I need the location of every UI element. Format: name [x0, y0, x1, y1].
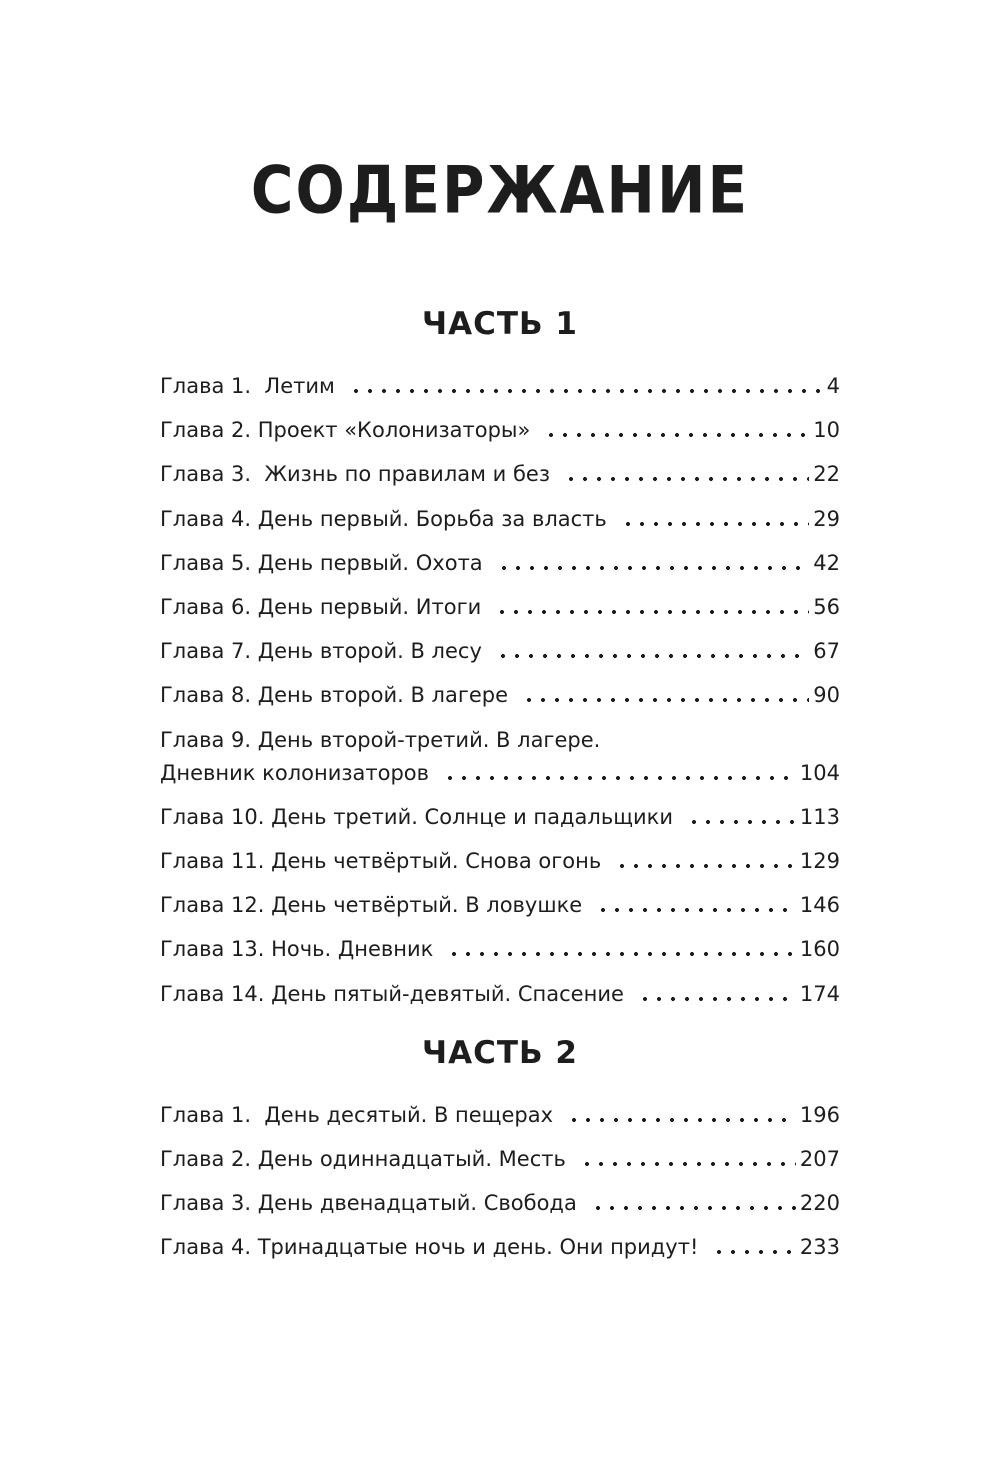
page-number: 233 — [799, 1235, 840, 1260]
page-number: 160 — [799, 937, 840, 962]
toc-entry — [160, 374, 840, 399]
toc-entry — [160, 1147, 840, 1172]
toc-entry — [160, 728, 840, 786]
dot-leader — [345, 389, 823, 393]
dot-leader — [683, 820, 796, 824]
page-number: 104 — [799, 760, 840, 785]
toc-parts — [160, 306, 840, 1261]
toc-entry-title: Глава 7. День второй. В лесу — [160, 639, 482, 664]
dot-leader — [611, 864, 796, 868]
page-number: 220 — [799, 1191, 840, 1216]
toc-part — [160, 306, 840, 1007]
dot-leader — [493, 566, 810, 570]
toc-entry-title: Глава 13. Ночь. Дневник — [160, 937, 434, 962]
toc-entry-title: Глава 8. День второй. В лагере — [160, 683, 509, 708]
dot-leader — [592, 908, 796, 912]
dot-leader — [439, 776, 796, 780]
toc-entry — [160, 805, 840, 830]
toc-entry-title: Глава 2. День одиннадцатый. Месть — [160, 1147, 566, 1171]
page-number: 129 — [799, 849, 840, 874]
toc-entry — [160, 418, 840, 443]
toc-entry-title: Глава 4. День первый. Борьба за власть — [160, 506, 607, 531]
dot-leader — [634, 997, 796, 1001]
toc-entry-title-line2: Дневник колонизаторов — [160, 760, 430, 785]
toc-entry — [160, 551, 840, 576]
dot-leader — [563, 1118, 796, 1122]
toc-entry — [160, 595, 840, 620]
page-number: 90 — [813, 683, 840, 708]
page-title: СОДЕРЖАНИЕ — [250, 152, 750, 229]
toc-entry — [160, 982, 840, 1007]
part-heading: ЧАСТЬ 2 — [422, 1034, 578, 1071]
dot-leader — [491, 610, 809, 614]
toc-entry-title: Глава 3. Жизнь по правилам и без — [160, 462, 550, 487]
page-number: 207 — [799, 1147, 840, 1171]
toc-entry-title: Глава 1. День десятый. В пещерах — [160, 1102, 554, 1127]
toc-entry-title: Глава 3. День двенадцатый. Свобода — [160, 1191, 577, 1216]
page-number: 4 — [826, 374, 840, 398]
dot-leader — [518, 698, 809, 702]
toc-entry — [160, 462, 840, 487]
toc-entry-title: Глава 1. Летим — [160, 374, 335, 398]
page-number: 67 — [813, 639, 840, 664]
toc-entry-title: Глава 11. День четвёртый. Снова огонь — [160, 849, 602, 874]
toc-part — [160, 1035, 840, 1261]
page-number: 10 — [813, 418, 840, 443]
toc-entry-title: Глава 12. День четвёртый. В ловушке — [160, 893, 583, 918]
toc-entry — [160, 507, 840, 532]
dot-leader — [443, 952, 796, 956]
part-heading: ЧАСТЬ 1 — [422, 306, 578, 342]
toc-entry-title: Глава 5. День первый. Охота — [160, 550, 483, 575]
toc-entry — [160, 937, 840, 962]
dot-leader — [587, 1206, 796, 1210]
page-number: 113 — [799, 804, 840, 829]
page-number: 196 — [799, 1102, 840, 1127]
toc-entry — [160, 1103, 840, 1128]
page-number: 42 — [813, 550, 840, 575]
toc-entry-title: Глава 4. Тринадцатые ночь и день. Они придут! — [160, 1235, 699, 1260]
toc-entry-title: Глава 10. День третий. Солнце и падальщики — [160, 804, 673, 829]
toc-entry — [160, 639, 840, 664]
page-number: 29 — [813, 506, 840, 531]
toc-entry-title: Глава 9. День второй-третий. В лагере. — [160, 727, 601, 752]
toc-entry-title: Глава 14. День пятый-девятый. Спасение — [160, 981, 624, 1006]
dot-leader — [576, 1162, 796, 1166]
dot-leader — [708, 1250, 796, 1254]
dot-leader — [617, 522, 810, 526]
toc-entry — [160, 1235, 840, 1260]
toc-entry — [160, 683, 840, 708]
page-number: 56 — [813, 594, 840, 619]
toc-entry-title: Глава 6. День первый. Итоги — [160, 594, 482, 619]
dot-leader — [540, 433, 809, 437]
dot-leader — [492, 654, 809, 658]
dot-leader — [560, 477, 809, 481]
toc-entry — [160, 849, 840, 874]
toc-entry — [160, 1191, 840, 1216]
page-number: 146 — [799, 893, 840, 918]
toc-entry — [160, 893, 840, 918]
page-number: 22 — [813, 462, 840, 487]
page-number: 174 — [799, 981, 840, 1006]
toc-entry-title: Глава 2. Проект «Колонизаторы» — [160, 418, 531, 443]
